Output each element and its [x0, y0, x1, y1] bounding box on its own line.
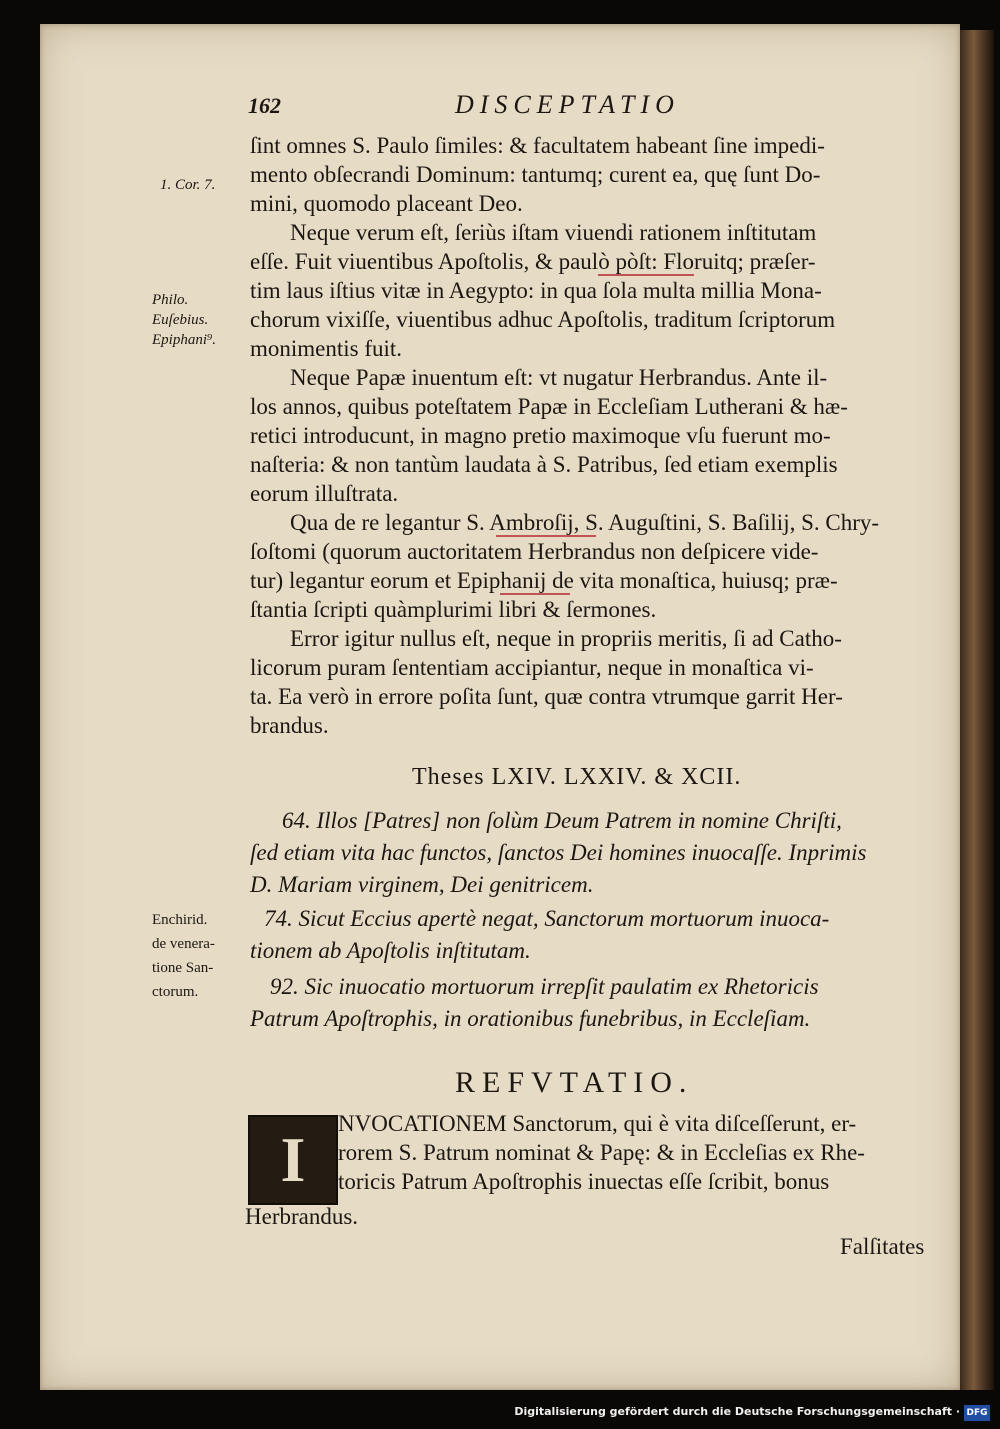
text-line: mento obſecrandi Dominum: tantumq; curent ea, quę ſunt Do- — [250, 162, 821, 187]
text-line: tur) legantur eorum et Epiphanij de vita monaſtica, huiusq; præ- — [250, 568, 838, 593]
margin-note-epiphanius: Epiphani⁹. — [152, 332, 216, 348]
thesis-line: ſed etiam vita hac functos, ſanctos Dei homines inuocaſſe. Inprimis — [250, 840, 867, 865]
ink-underline — [500, 593, 570, 595]
margin-note-enchirid: ctorum. — [152, 984, 199, 1000]
thesis-line: Patrum Apoſtrophis, in orationibus funebribus, in Eccleſiam. — [250, 1006, 811, 1031]
initial-letter: I — [280, 1124, 306, 1195]
text-line: ſoſtomi (quorum auctoritatem Herbrandus non deſpicere vide- — [250, 539, 819, 564]
refutatio-line: toricis Patrum Apoſtrophis inuectas eſſe ſcribit, bonus — [338, 1169, 830, 1194]
dfg-logo: DFG — [964, 1405, 990, 1421]
text-line: tim laus iſtius vitæ in Aegypto: in qua ſola multa millia Mona- — [250, 278, 822, 303]
refutatio-line: rorem S. Patrum nominat & Papę: & in Eccleſias ex Rhe- — [338, 1140, 865, 1165]
theses-heading: Theses LXIV. LXXIV. & XCII. — [412, 764, 742, 790]
thesis-line: tionem ab Apoſtolis inſtitutam. — [250, 938, 531, 963]
text-line: los annos, quibus poteſtatem Papæ in Eccleſiam Lutherani & hæ- — [250, 394, 848, 419]
footer-credit: Digitalisierung gefördert durch die Deutsche Forschungsgemeinschaft · — [514, 1405, 960, 1418]
thesis-line: 64. Illos [Patres] non ſolùm Deum Patrem in nomine Chriſti, — [282, 808, 842, 833]
text-line: Qua de re legantur S. Ambroſij, S. Auguſtini, S. Baſilij, S. Chry- — [290, 510, 880, 535]
text-line: licorum puram ſententiam accipiantur, neque in monaſtica vi- — [250, 655, 814, 680]
margin-note-enchirid: tione San- — [152, 960, 214, 976]
text-line: mini, quomodo placeant Deo. — [250, 191, 523, 216]
thesis-line: 74. Sicut Eccius apertè negat, Sanctorum mortuorum inuoca- — [264, 906, 830, 931]
margin-note-cor: 1. Cor. 7. — [160, 177, 216, 193]
text-line: eorum illuſtrata. — [250, 481, 399, 506]
text-line: ta. Ea verò in errore poſita ſunt, quæ contra vtrumque garrit Her- — [250, 684, 843, 709]
text-line: naſteria: & non tantùm laudata à S. Patribus, ſed etiam exemplis — [250, 452, 838, 477]
refutatio-heading: REFVTATIO. — [455, 1066, 694, 1099]
text-line: ſtantia ſcripti quàmplurimi libri & ſermones. — [250, 597, 657, 622]
refutatio-line: Herbrandus. — [245, 1204, 359, 1229]
ink-underline — [496, 535, 596, 537]
margin-note-philo: Philo. — [152, 292, 189, 308]
folio-number: 162 — [248, 93, 281, 118]
text-line: chorum vixiſſe, viuentibus adhuc Apoſtolis, traditum ſcriptorum — [250, 307, 836, 332]
margin-note-eusebius: Euſebius. — [152, 312, 209, 328]
decorated-initial — [248, 1115, 338, 1205]
margin-note-enchirid: Enchirid. — [152, 912, 208, 928]
text-line: ſint omnes S. Paulo ſimiles: & facultatem habeant ſine impedi- — [250, 133, 825, 158]
refutatio-line: NVOCATIONEM Sanctorum, qui è vita diſceſſerunt, er- — [338, 1111, 857, 1136]
text-line: brandus. — [250, 713, 329, 738]
text-line: Neque Papæ inuentum eſt: vt nugatur Herbrandus. Ante il- — [290, 365, 828, 390]
text-line: retici introducunt, in magno pretio maximoque vſu fuerunt mo- — [250, 423, 831, 448]
ink-underline — [598, 274, 694, 276]
catchword: Falſitates — [840, 1234, 925, 1259]
thesis-line: D. Mariam virginem, Dei genitricem. — [250, 872, 594, 897]
running-title: DISCEPTATIO — [455, 90, 680, 119]
text-line: eſſe. Fuit viuentibus Apoſtolis, & paulò pòſt: Floruitq; præſer- — [250, 249, 816, 274]
book-edge — [960, 30, 994, 1390]
margin-note-enchirid: de venera- — [152, 936, 215, 952]
text-line: Neque verum eſt, ſeriùs iſtam viuendi rationem inſtitutam — [290, 220, 817, 245]
thesis-line: 92. Sic inuocatio mortuorum irrepſit paulatim ex Rhetoricis — [270, 974, 819, 999]
text-line: Error igitur nullus eſt, neque in propriis meritis, ſi ad Catho- — [290, 626, 842, 651]
text-line: monimentis fuit. — [250, 336, 403, 361]
